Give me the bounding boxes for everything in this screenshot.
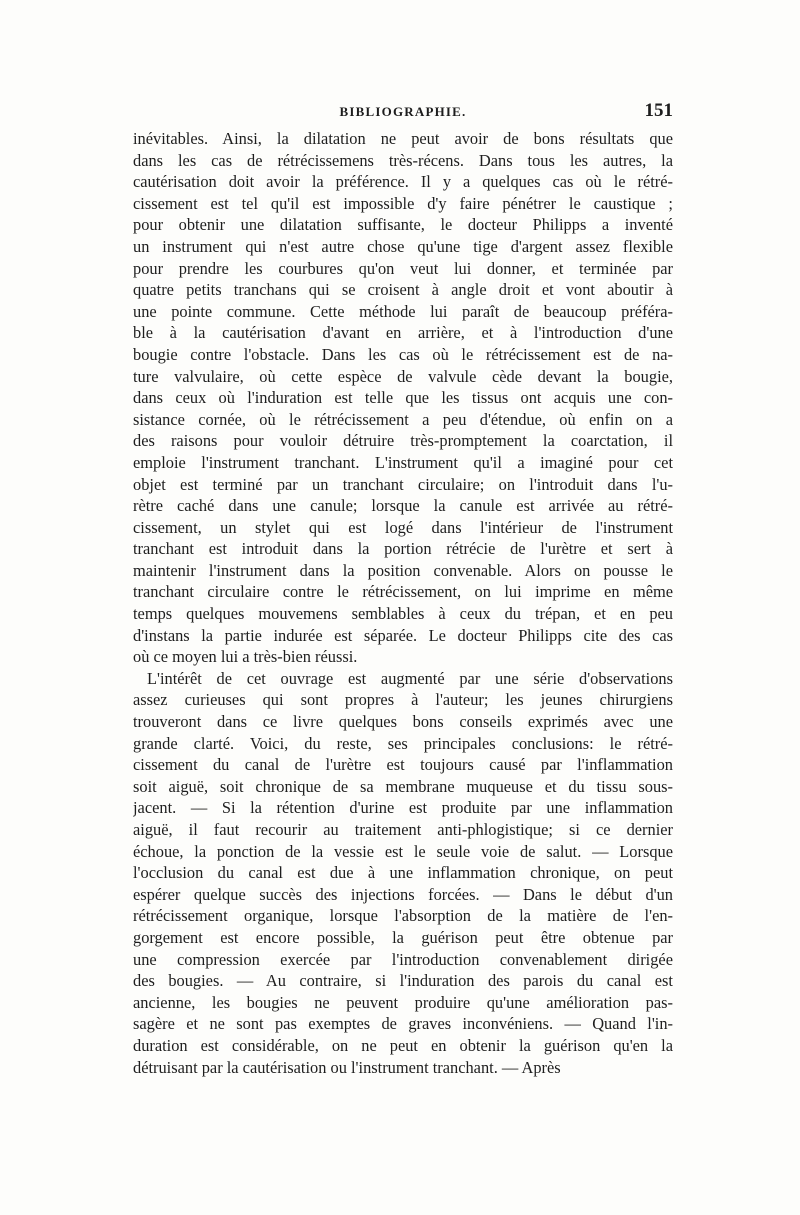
text-line: sistance cornée, où le rétrécissement a peu d'étendue, où enfin on a [133,409,673,429]
text-line: pour prendre les courbures qu'on veut lui donner, et terminée par [133,258,673,278]
text-line: cissement est tel qu'il est impossible d'y faire pénétrer le caustique ; [133,193,673,213]
paragraph [133,668,673,1078]
text-line: temps quelques mouvemens semblables à ceux du trépan, et en peu [133,604,673,624]
text-line: grande clarté. Voici, du reste, ses principales conclusions: le rétré- [133,733,673,753]
text-line: aiguë, il faut recourir au traitement anti-phlogistique; si ce dernier [133,820,673,839]
body-text [133,128,673,1078]
text-line: l'occlusion du canal est due à une inflammation chronique, on peut [133,863,673,883]
text-line: gorgement est encore possible, la guérison peut être obtenue par [133,927,673,947]
text-line: un instrument qui n'est autre chose qu'une tige d'argent assez flexible [133,236,673,256]
text-line: dans les cas de rétrécissemens très-récens. Dans tous les autres, la [133,150,673,170]
text-line: espérer quelque succès des injections forcées. — Dans le début d'un [133,884,673,904]
page-number: 151 [644,100,673,121]
running-head [133,100,673,124]
text-line: duration est considérable, on ne peut en obtenir la guérison qu'en la [133,1035,673,1055]
text-line: cissement du canal de l'urètre est toujours causé par l'inflammation [133,755,673,775]
text-line: ture valvulaire, où cette espèce de valvule cède devant la bougie, [133,366,673,386]
text-line: une pointe commune. Cette méthode lui paraît de beaucoup préféra- [133,301,673,321]
text-line: dans ceux où l'induration est telle que les tissus ont acquis une con- [133,388,673,408]
running-title: BIBLIOGRAPHIE. [339,104,467,119]
text-line: trouveront dans ce livre quelques bons conseils exprimés avec une [133,712,673,732]
text-line: une compression exercée par l'introduction convenablement dirigée [133,949,673,969]
text-line: inévitables. Ainsi, la dilatation ne peut avoir de bons résultats que [133,129,673,148]
text-line: rétrécissement organique, lorsque l'absorption de la matière de l'en- [133,906,673,926]
text-line: soit aiguë, soit chronique de sa membrane muqueuse et du tissu sous- [133,776,673,796]
text-line: cissement, un stylet qui est logé dans l'intérieur de l'instrument [133,517,673,537]
paragraph [133,128,673,668]
text-line: sagère et ne sont pas exemptes de graves inconvéniens. — Quand l'in- [133,1014,673,1034]
text-line: ble à la cautérisation d'avant en arrière, et à l'introduction d'une [133,323,673,343]
text-line: des raisons pour vouloir détruire très-promptement la coarctation, il [133,431,673,451]
text-line: des bougies. — Au contraire, si l'induration des parois du canal est [133,971,673,991]
text-line: tranchant est introduit dans la portion rétrécie de l'urètre et sert à [133,539,673,559]
text-line: pour obtenir une dilatation suffisante, le docteur Philipps a inventé [133,215,673,235]
text-line: bougie contre l'obstacle. Dans les cas où le rétrécissement est de na- [133,344,673,364]
text-line: échoue, la ponction de la vessie est le seule voie de salut. — Lorsque [133,841,673,861]
text-line: ancienne, les bougies ne peuvent produire qu'une amélioration pas- [133,992,673,1012]
text-line: maintenir l'instrument dans la position convenable. Alors on pousse le [133,560,673,580]
text-line: quatre petits tranchans qui se croisent à angle droit et vont aboutir à [133,280,673,300]
text-line: rètre caché dans une canule; lorsque la canule est arrivée au rétré- [133,496,673,516]
text-line: jacent. — Si la rétention d'urine est produite par une inflammation [133,798,673,818]
text-line: assez curieuses qui sont propres à l'auteur; les jeunes chirurgiens [133,690,673,710]
text-line: d'instans la partie indurée est séparée. Le docteur Philipps cite des cas [133,625,673,645]
text-line: L'intérêt de cet ouvrage est augmenté par une série d'observations [147,668,673,688]
text-line: où ce moyen lui a très-bien réussi. [133,647,358,667]
text-line: objet est terminé par un tranchant circulaire; on l'introduit dans l'u- [133,474,673,494]
text-line: tranchant circulaire contre le rétrécissement, on lui imprime en même [133,582,673,602]
text-line: détruisant par la cautérisation ou l'instrument tranchant. — Après [133,1057,561,1077]
text-line: cautérisation doit avoir la préférence. Il y a quelques cas où le rétré- [133,172,673,192]
text-line: emploie l'instrument tranchant. L'instrument qu'il a imaginé pour cet [133,452,673,472]
